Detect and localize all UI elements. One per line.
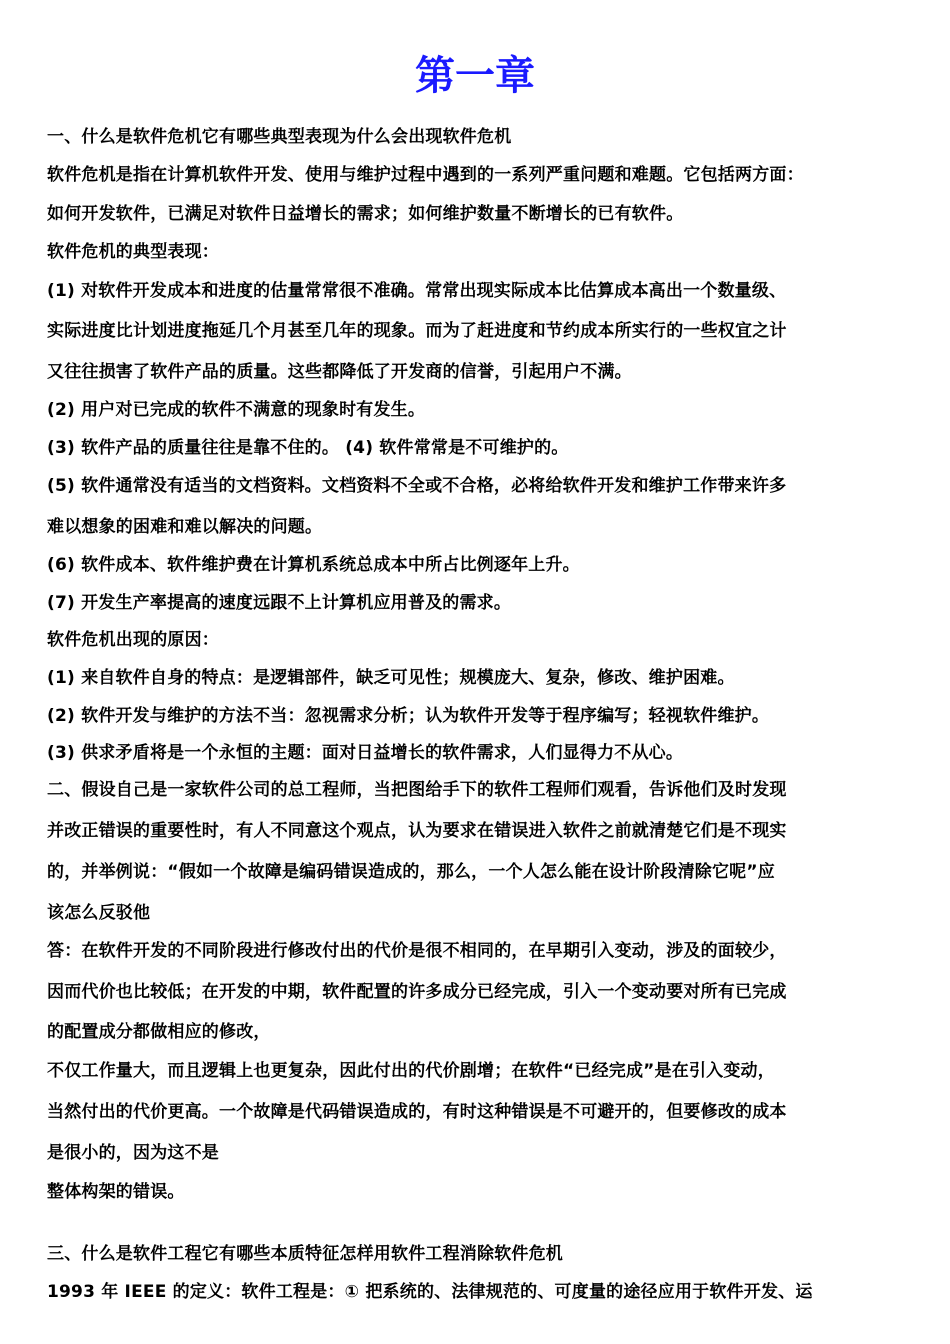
text-line: 的，并举例说：“假如一个故障是编码错误造成的，那么，一个人怎么能在设计阶段清除它呢”应 (47, 862, 775, 882)
text-line: (2) 用户对已完成的软件不满意的现象时有发生。 (47, 400, 426, 420)
text-line: 软件危机出现的原因： (47, 630, 219, 650)
text-line: 整体构架的错误。 (47, 1182, 185, 1202)
text-line: 如何开发软件，已满足对软件日益增长的需求；如何维护数量不断增长的已有软件。 (47, 204, 684, 224)
chapter-title: 第一章 (415, 52, 535, 99)
text-line: 软件危机是指在计算机软件开发、使用与维护过程中遇到的一系列严重问题和难题。它包括两方面： (47, 165, 804, 185)
text-line: 并改正错误的重要性时，有人不同意这个观点，认为要求在错误进入软件之前就清楚它们是不现实 (47, 821, 787, 841)
text-line: 答：在软件开发的不同阶段进行修改付出的代价是很不相同的，在早期引入变动，涉及的面较少， (47, 941, 787, 961)
text-line: 是很小的，因为这不是 (47, 1143, 219, 1163)
text-line: (2) 软件开发与维护的方法不当：忽视需求分析；认为软件开发等于程序编写；轻视软件维护。 (47, 706, 770, 726)
text-line: (3) 供求矛盾将是一个永恒的主题：面对日益增长的软件需求，人们显得力不从心。 (47, 743, 684, 763)
text-line: (7) 开发生产率提高的速度远跟不上计算机应用普及的需求。 (47, 593, 512, 613)
text-line: 1993 年 IEEE 的定义：软件工程是：① 把系统的、法律规范的、可度量的途径应用于软件开发、运 (47, 1282, 813, 1302)
text-line: (1) 来自软件自身的特点：是逻辑部件，缺乏可见性；规模庞大、复杂，修改、维护困难。 (47, 668, 735, 688)
text-line: 不仅工作量大，而且逻辑上也更复杂，因此付出的代价剧增；在软件“已经完成”是在引入变动， (47, 1061, 775, 1081)
text-line: 实际进度比计划进度拖延几个月甚至几年的现象。而为了赶进度和节约成本所实行的一些权宜之计 (47, 321, 787, 341)
text-line: 又往往损害了软件产品的质量。这些都降低了开发商的信誉，引起用户不满。 (47, 362, 632, 382)
text-line: (1) 对软件开发成本和进度的估量常常很不准确。常常出现实际成本比估算成本高出一个数量级、 (47, 281, 787, 301)
text-line: (3) 软件产品的质量往往是靠不住的。 (4) 软件常常是不可维护的。 (47, 438, 569, 458)
text-line: 一、什么是软件危机它有哪些典型表现为什么会出现软件危机 (47, 127, 512, 147)
text-line: 的配置成分都做相应的修改， (47, 1022, 271, 1042)
text-line: 软件危机的典型表现： (47, 242, 219, 262)
text-line: 因而代价也比较低；在开发的中期，软件配置的许多成分已经完成，引入一个变动要对所有已完成 (47, 982, 787, 1002)
text-line: 三、什么是软件工程它有哪些本质特征怎样用软件工程消除软件危机 (47, 1244, 563, 1264)
text-line: (6) 软件成本、软件维护费在计算机系统总成本中所占比例逐年上升。 (47, 555, 580, 575)
text-line: 当然付出的代价更高。一个故障是代码错误造成的，有时这种错误是不可避开的，但要修改的成本 (47, 1102, 787, 1122)
text-line: 二、假设自己是一家软件公司的总工程师，当把图给手下的软件工程师们观看，告诉他们及时发现 (47, 780, 787, 800)
text-line: 该怎么反驳他 (47, 903, 151, 923)
text-line: 难以想象的困难和难以解决的问题。 (47, 517, 323, 537)
text-line: (5) 软件通常没有适当的文档资料。文档资料不全或不合格，必将给软件开发和维护工作带来许多 (47, 476, 787, 496)
